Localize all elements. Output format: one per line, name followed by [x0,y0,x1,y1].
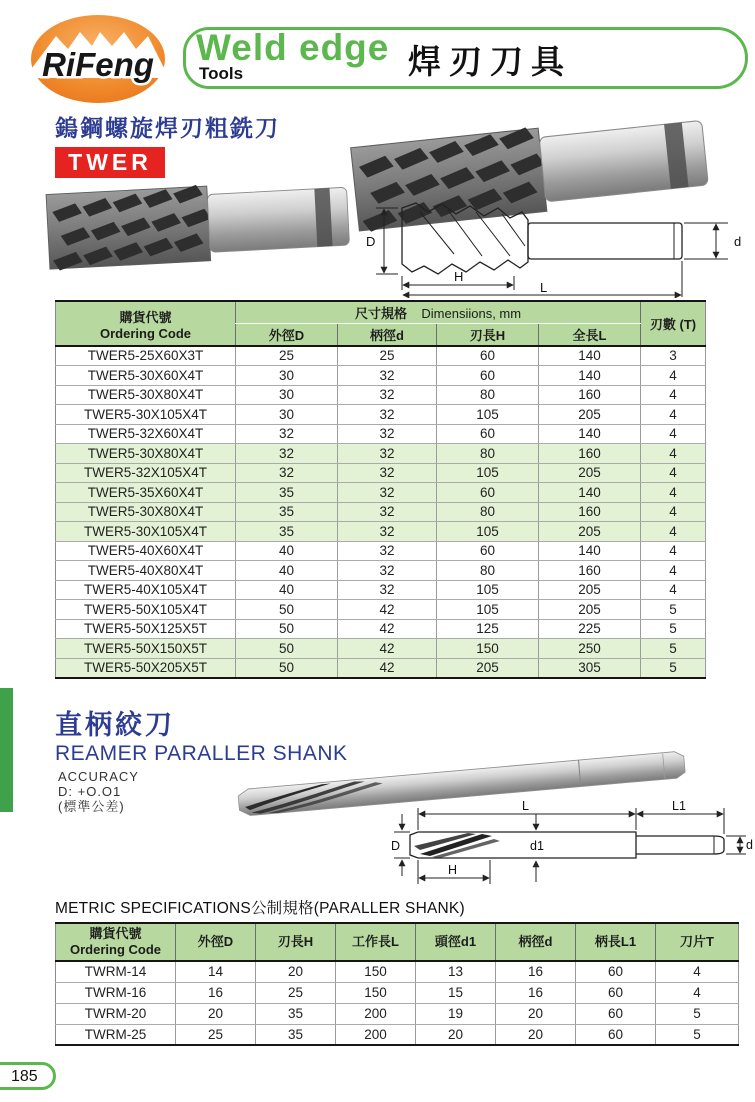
spec-value-cell: 32 [338,483,437,503]
table-row [56,619,706,639]
spec-value-cell: 35 [236,483,338,503]
spec-value-cell: 32 [338,385,437,405]
spec-value-cell: 16 [496,961,576,982]
spec-value-cell: 32 [338,541,437,561]
spec-value-cell: 50 [236,600,338,620]
spec-value-cell: 4 [641,561,706,581]
spec-value-cell: 150 [437,639,539,659]
col-header-outer-dia: 外徑D [236,324,338,347]
spec-value-cell: 140 [539,346,641,366]
spec-value-cell: 32 [338,580,437,600]
col-header-working-length: 工作長L [336,923,416,961]
ordering-code-cell: TWER5-30X105X4T [56,522,236,542]
spec-value-cell: 50 [236,658,338,678]
col-header-outer-dia: 外徑D [176,923,256,961]
ordering-code-cell: TWER5-40X105X4T [56,580,236,600]
spec-value-cell: 4 [641,366,706,386]
ordering-code-cell: TWER5-30X80X4T [56,385,236,405]
spec-value-cell: 4 [641,405,706,425]
spec-value-cell: 4 [641,502,706,522]
ordering-code-cell: TWER5-35X60X4T [56,483,236,503]
spec-value-cell: 4 [641,522,706,542]
ordering-code-cell: TWER5-30X105X4T [56,405,236,425]
ordering-code-cell: TWER5-30X80X4T [56,502,236,522]
spec-value-cell: 20 [256,961,336,982]
spec-value-cell: 40 [236,561,338,581]
section2-title-zh: 直柄絞刀 [55,710,175,740]
ordering-code-cell: TWER5-30X60X4T [56,366,236,386]
table-row [56,385,706,405]
ordering-code-cell: TWRM-14 [56,961,176,982]
spec-value-cell: 19 [416,1003,496,1024]
spec-value-cell: 5 [641,619,706,639]
spec-value-cell: 20 [176,1003,256,1024]
spec-value-cell: 160 [539,385,641,405]
spec-value-cell: 32 [338,424,437,444]
spec-value-cell: 20 [496,1003,576,1024]
spec-value-cell: 32 [236,424,338,444]
table-row [56,658,706,678]
series-badge-twer: TWER [55,147,165,178]
col-header-ordering-code [56,923,176,961]
metric-table-title: METRIC SPECIFICATIONS公制規格(PARALLER SHANK) [55,900,465,917]
spec-value-cell: 35 [256,1003,336,1024]
spec-value-cell: 225 [539,619,641,639]
spec-value-cell: 25 [236,346,338,366]
spec-value-cell: 4 [641,463,706,483]
ordering-code-en: Ordering Code [99,325,191,341]
end-mill-dimension-diagram [362,196,752,298]
col-header-shank-dia: 柄徑d [338,324,437,347]
spec-value-cell: 4 [641,580,706,600]
table-row [56,463,706,483]
spec-value-cell: 32 [236,444,338,464]
table-row [56,1024,739,1045]
dim-label-d: d [746,838,753,852]
dims-group-en: Dimensiions, mm [421,306,522,321]
spec-value-cell: 5 [641,639,706,659]
spec-value-cell: 42 [338,619,437,639]
spec-value-cell: 60 [437,541,539,561]
spec-value-cell: 16 [176,982,256,1003]
table-row [56,444,706,464]
ordering-code-cell: TWRM-25 [56,1024,176,1045]
col-header-blade-count: 刀片T [656,923,739,961]
spec-value-cell: 140 [539,541,641,561]
spec-value-cell: 3 [641,346,706,366]
spec-value-cell: 25 [176,1024,256,1045]
spec-value-cell: 125 [437,619,539,639]
rifeng-logo [28,14,168,104]
table-row [56,522,706,542]
dim-label-D: D [391,839,401,853]
spec-value-cell: 160 [539,444,641,464]
spec-value-cell: 105 [437,580,539,600]
col-header-shank-dia: 柄徑d [496,923,576,961]
accuracy-note [58,770,139,815]
cutter-outline [402,203,682,274]
table-row [56,600,706,620]
ordering-code-zh: 購貨代號 [89,925,142,941]
dim-label-L: L [540,280,548,295]
spec-value-cell: 50 [236,619,338,639]
spec-value-cell: 80 [437,444,539,464]
spec-value-cell: 140 [539,366,641,386]
spec-value-cell: 80 [437,502,539,522]
twrm-spec-table [55,922,739,1046]
spec-value-cell: 60 [437,424,539,444]
spec-value-cell: 4 [641,541,706,561]
spec-value-cell: 5 [641,658,706,678]
spec-value-cell: 105 [437,600,539,620]
spec-value-cell: 4 [641,483,706,503]
ordering-code-cell: TWER5-50X125X5T [56,619,236,639]
spec-value-cell: 5 [656,1003,739,1024]
spec-value-cell: 30 [236,385,338,405]
spec-value-cell: 60 [437,366,539,386]
spec-value-cell: 205 [539,522,641,542]
spec-value-cell: 200 [336,1003,416,1024]
ordering-code-zh: 購貨代號 [119,309,172,325]
page-number: 185 [11,1068,38,1085]
spec-value-cell: 4 [641,444,706,464]
spec-value-cell: 140 [539,424,641,444]
spec-value-cell: 32 [338,561,437,581]
spec-value-cell: 32 [338,463,437,483]
spec-value-cell: 80 [437,385,539,405]
spec-value-cell: 305 [539,658,641,678]
spec-value-cell: 140 [539,483,641,503]
spec-value-cell: 4 [641,424,706,444]
spec-value-cell: 32 [338,522,437,542]
spec-value-cell: 15 [416,982,496,1003]
spec-value-cell: 160 [539,561,641,581]
table-row [56,1003,739,1024]
dim-label-d1: d1 [530,839,544,853]
spec-value-cell: 42 [338,658,437,678]
spec-value-cell: 42 [338,600,437,620]
spec-value-cell: 200 [336,1024,416,1045]
spec-value-cell: 160 [539,502,641,522]
accuracy-line1: ACCURACY [58,769,139,784]
spec-value-cell: 40 [236,541,338,561]
spec-value-cell: 60 [437,346,539,366]
section1-title: 鎢鋼螺旋焊刃粗銑刀 [55,115,280,141]
dim-label-H: H [454,269,464,284]
spec-value-cell: 35 [236,502,338,522]
spec-value-cell: 5 [656,1024,739,1045]
table-row [56,580,706,600]
spec-value-cell: 105 [437,405,539,425]
ordering-code-cell: TWRM-20 [56,1003,176,1024]
col-header-flute-length: 刃長H [437,324,539,347]
ordering-code-cell: TWER5-50X105X4T [56,600,236,620]
col-header-shank-length: 柄長L1 [576,923,656,961]
spec-value-cell: 105 [437,463,539,483]
spec-value-cell: 20 [416,1024,496,1045]
spec-value-cell: 60 [576,961,656,982]
ordering-code-cell: TWER5-25X60X3T [56,346,236,366]
spec-value-cell: 205 [437,658,539,678]
table-row [56,405,706,425]
spec-value-cell: 150 [336,961,416,982]
spec-value-cell: 4 [641,385,706,405]
accuracy-line2: D: +O.O1 [58,783,122,799]
spec-value-cell: 205 [539,405,641,425]
page-number-pill [0,1062,56,1090]
dim-label-L1: L1 [672,799,686,813]
spec-value-cell: 25 [338,346,437,366]
spec-value-cell: 25 [256,982,336,1003]
ordering-code-cell: TWER5-30X80X4T [56,444,236,464]
col-header-overall-length: 全長L [539,324,641,347]
spec-value-cell: 30 [236,366,338,386]
spec-value-cell: 32 [338,405,437,425]
dims-group-zh: 尺寸規格 [354,306,407,321]
table-row [56,424,706,444]
spec-value-cell: 60 [576,1003,656,1024]
spec-value-cell: 16 [496,982,576,1003]
ordering-code-cell: TWER5-50X205X5T [56,658,236,678]
reamer-flutes [414,833,500,858]
spec-value-cell: 60 [437,483,539,503]
ordering-code-cell: TWER5-50X150X5T [56,639,236,659]
section-accent-bar [0,688,13,812]
spec-value-cell: 14 [176,961,256,982]
spec-value-cell: 40 [236,580,338,600]
spec-value-cell: 32 [338,502,437,522]
spec-value-cell: 20 [496,1024,576,1045]
reamer-dimension-diagram [386,792,754,888]
table-row [56,639,706,659]
dim-label-d: d [734,234,742,249]
spec-value-cell: 32 [236,463,338,483]
accuracy-line3: (標準公差) [58,798,125,814]
spec-value-cell: 5 [641,600,706,620]
spec-value-cell: 30 [236,405,338,425]
section2-title-en: REAMER PARALLER SHANK [55,742,348,765]
spec-value-cell: 35 [256,1024,336,1045]
ordering-code-en: Ordering Code [69,942,161,957]
ordering-code-cell: TWRM-16 [56,982,176,1003]
spec-value-cell: 80 [437,561,539,581]
table-row [56,502,706,522]
spec-value-cell: 60 [576,982,656,1003]
table-row [56,366,706,386]
table-row [56,982,739,1003]
page-title-en: Weld edge [196,27,390,68]
table-row [56,346,706,366]
spec-value-cell: 60 [576,1024,656,1045]
ordering-code-cell: TWER5-40X60X4T [56,541,236,561]
spec-value-cell: 4 [656,961,739,982]
dim-label-L: L [522,799,529,813]
table-row [56,961,739,982]
spec-value-cell: 32 [338,444,437,464]
spec-value-cell: 105 [437,522,539,542]
spec-value-cell: 32 [338,366,437,386]
dim-label-H: H [448,863,458,877]
table-row [56,483,706,503]
logo-text: RiFeng [42,46,154,83]
dimension-lines [376,208,728,297]
page-subtitle-en: Tools [199,64,244,83]
spec-value-cell: 205 [539,600,641,620]
spec-value-cell: 50 [236,639,338,659]
table-row [56,561,706,581]
spec-value-cell: 205 [539,463,641,483]
spec-value-cell: 250 [539,639,641,659]
spec-value-cell: 42 [338,639,437,659]
spec-value-cell: 13 [416,961,496,982]
col-header-flute-length: 刃長H [256,923,336,961]
col-header-head-dia: 頭徑d1 [416,923,496,961]
ordering-code-cell: TWER5-32X105X4T [56,463,236,483]
twer-spec-table [55,300,706,679]
spec-value-cell: 150 [336,982,416,1003]
dim-label-D: D [366,234,376,249]
end-mill-photo-small [44,174,352,274]
ordering-code-cell: TWER5-40X80X4T [56,561,236,581]
spec-value-cell: 35 [236,522,338,542]
col-header-ordering-code [56,301,236,346]
col-header-dimensions-group [236,301,641,324]
col-header-teeth: 刃數 (T) [641,301,706,346]
spec-value-cell: 4 [656,982,739,1003]
spec-value-cell: 205 [539,580,641,600]
page-title-zh: 焊刃刀具 [408,43,572,80]
table-row [56,541,706,561]
ordering-code-cell: TWER5-32X60X4T [56,424,236,444]
